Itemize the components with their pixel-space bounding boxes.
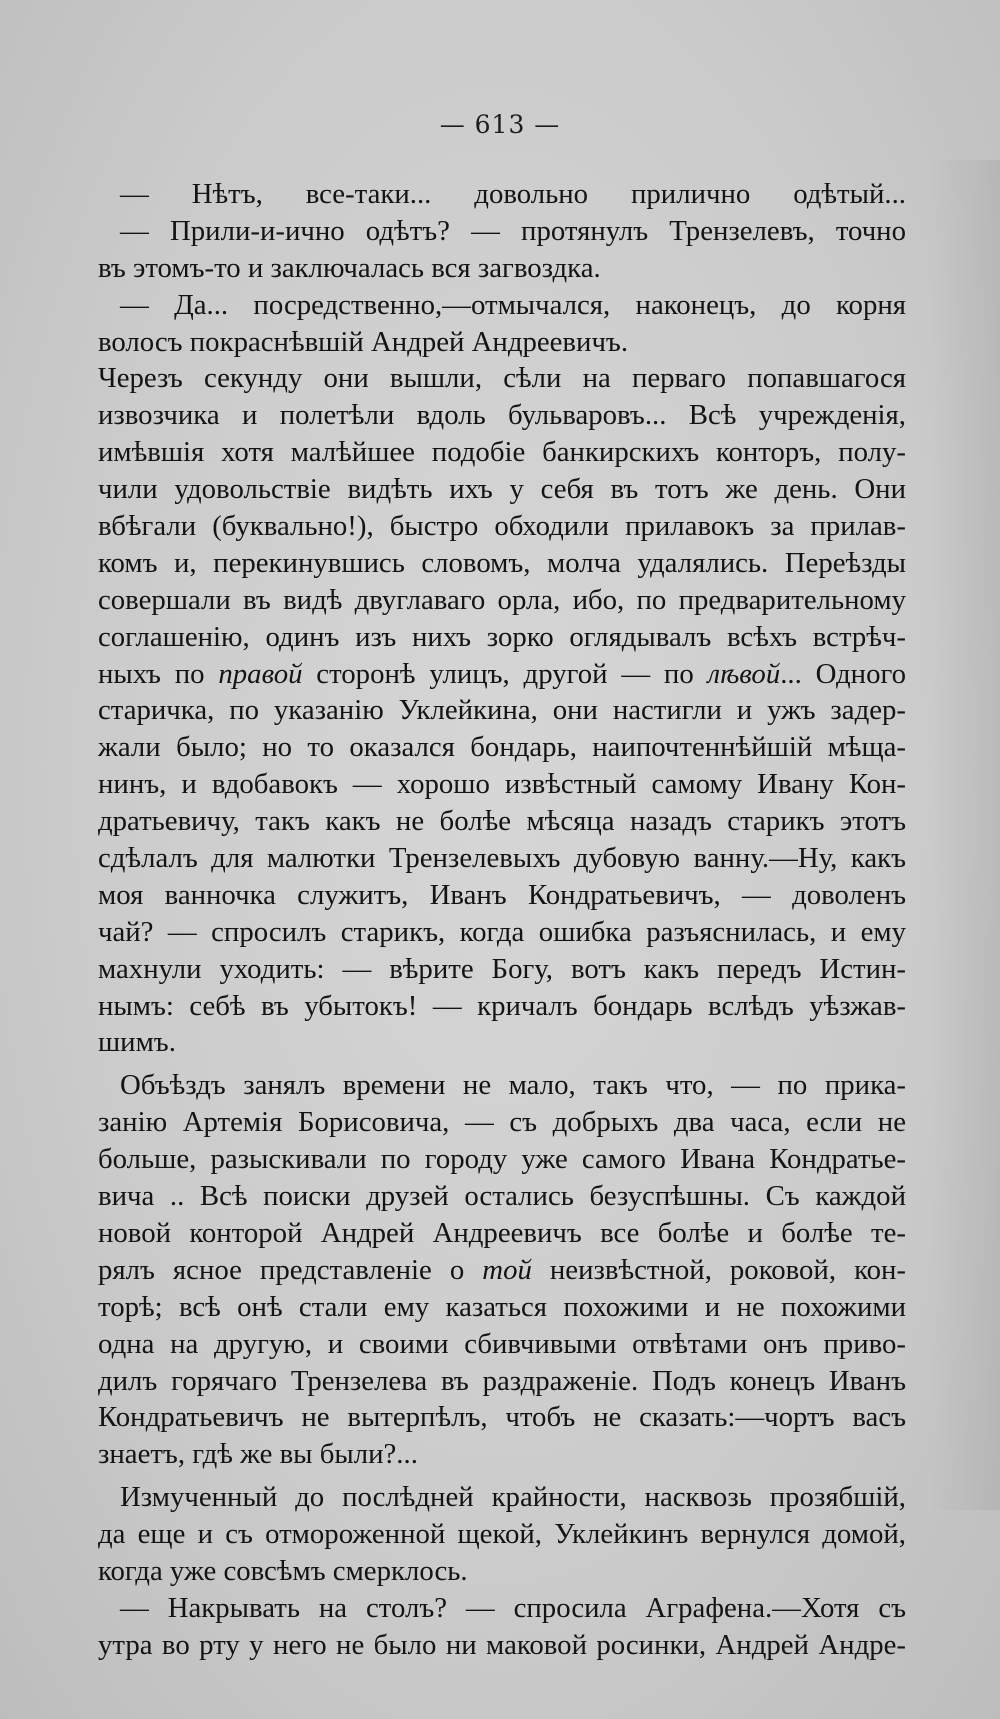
text-line: имѣвшія хотя малѣйшее подобіе банкирскихъ конторъ, полу- <box>98 436 906 469</box>
text-line: да еще и съ отмороженной щекой, Уклейкинъ вернулся домой, <box>98 1518 906 1551</box>
text-line: новой конторой Андрей Андреевичъ все болѣе и болѣе те- <box>98 1216 906 1249</box>
page-edge-shadow <box>930 160 1000 1510</box>
italic-word: той <box>482 1253 532 1286</box>
text-line: извозчика и полетѣли вдоль бульваровъ... Всѣ учрежденія, <box>98 399 906 432</box>
text-line: утра во рту у него не было ни маковой росинки, Андрей Андре- <box>98 1628 906 1661</box>
text-line: шимъ. <box>98 1026 176 1059</box>
text-line: когда уже совсѣмъ смерклось. <box>98 1554 468 1587</box>
text-line: нымъ: себѣ въ убытокъ! — кричалъ бондарь вслѣдъ уѣзжав- <box>98 989 906 1022</box>
text-line: волосъ покраснѣвшій Андрей Андреевичъ. <box>98 325 629 358</box>
text-segment: сторонѣ улицъ, другой — по <box>302 657 708 690</box>
text-line: вбѣгали (буквально!), быстро обходили прилавокъ за прилав- <box>98 510 906 543</box>
text-segment: ныхъ по <box>98 657 219 690</box>
text-segment: ... Одного <box>780 657 906 690</box>
italic-word: лѣвой <box>707 657 781 690</box>
text-line: сдѣлалъ для малютки Трензелевыхъ дубовую ванну.—Ну, какъ <box>98 842 906 875</box>
italic-word: правой <box>218 657 303 690</box>
text-line: моя ванночка служитъ, Иванъ Кондратьевичъ, — доволенъ <box>98 878 906 911</box>
text-line: старичка, по указанію Уклейкина, они настигли и ужъ задер- <box>98 694 906 727</box>
text-line: занію Артемія Борисовича, — съ добрыхъ два часа, если не <box>98 1106 906 1139</box>
text-line: одна на другую, и своими сбивчивыми отвѣтами онъ приво- <box>98 1327 906 1360</box>
page-number: — 613 — <box>439 110 561 139</box>
text-line: дратьевичу, такъ какъ не болѣе мѣсяца назадъ старикъ этотъ <box>98 805 906 838</box>
text-line: — Накрывать на столъ? — спросила Аграфена.—Хотя съ <box>120 1591 906 1624</box>
text-line: Объѣздъ занялъ времени не мало, такъ что, — по прика- <box>120 1069 906 1102</box>
text-line: чили удовольствіе видѣть ихъ у себя въ тотъ же день. Они <box>98 473 906 506</box>
text-line: — Нѣтъ, все-таки... довольно прилично одѣтый... <box>120 178 906 210</box>
text-line: махнули уходить: — вѣрите Богу, вотъ какъ передъ Истин- <box>98 952 906 985</box>
text-line: жали было; но то оказался бондарь, наипочтеннѣйшій мѣща- <box>98 731 906 764</box>
text-line: совершали въ видѣ двуглаваго орла, ибо, по предварительному <box>98 583 906 616</box>
body-text <box>98 176 906 1664</box>
text-line: дилъ горячаго Трензелева въ раздраженіе. Подъ конецъ Иванъ <box>98 1364 906 1397</box>
text-line: вича .. Всѣ поиски друзей остались безуспѣшны. Съ каждой <box>98 1180 906 1213</box>
text-line-mixed <box>98 1252 906 1289</box>
text-line: больше, разыскивали по городу уже самого Ивана Кондратье- <box>98 1143 906 1176</box>
text-line: Черезъ секунду они вышли, сѣли на перваго попавшагося <box>98 362 906 395</box>
text-line: Измученный до послѣдней крайности, насквозь прозябшій, <box>120 1481 906 1514</box>
text-line: чай? — спросилъ старикъ, когда ошибка разъяснилась, и ему <box>98 915 906 948</box>
text-line: въ этомъ-то и заключалась вся загвоздка. <box>98 251 601 284</box>
text-line-mixed <box>98 656 906 693</box>
text-line: Кондратьевичъ не вытерпѣлъ, чтобъ не сказать:—чортъ васъ <box>98 1401 906 1434</box>
text-segment: рялъ ясное представленіе о <box>98 1253 483 1286</box>
text-line: нинъ, и вдобавокъ — хорошо извѣстный самому Ивану Кон- <box>98 768 906 801</box>
text-line: торѣ; всѣ онѣ стали ему казаться похожими и не похожими <box>98 1290 906 1323</box>
text-line: знаетъ, гдѣ же вы были?... <box>98 1438 418 1471</box>
text-line: комъ и, перекинувшись словомъ, молча удалялись. Переѣзды <box>98 546 906 579</box>
text-line: соглашенію, одинъ изъ нихъ зорко оглядывалъ всѣхъ встрѣч- <box>98 620 906 653</box>
text-segment: неизвѣстной, роковой, кон- <box>531 1253 906 1286</box>
text-line: — Да... посредственно,—отмычался, наконецъ, до корня <box>120 288 906 321</box>
text-line: — Прили-и-ично одѣтъ? — протянулъ Трензелевъ, точно <box>120 214 906 247</box>
